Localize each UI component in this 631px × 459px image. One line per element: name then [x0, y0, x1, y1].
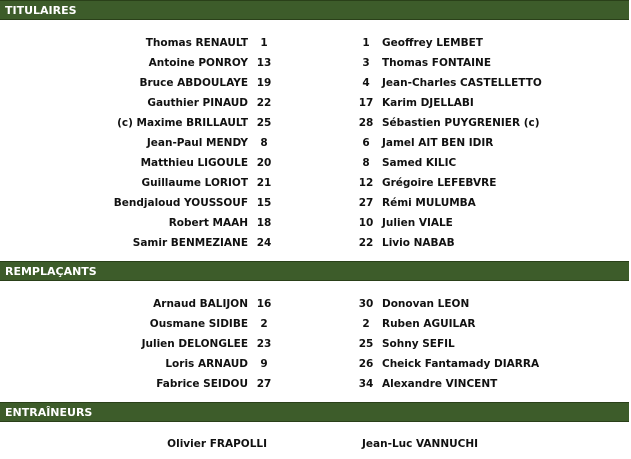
section-header-remplacants: REMPLAÇANTS — [0, 261, 629, 281]
away-player-number: 1 — [362, 37, 370, 49]
away-player-number: 30 — [358, 298, 374, 310]
home-player-name: Guillaume LORIOT — [141, 177, 248, 189]
away-player-name: Julien VIALE — [382, 217, 453, 229]
away-player-number: 12 — [358, 177, 374, 189]
home-player-number: 9 — [260, 358, 268, 370]
lineup-row — [0, 95, 631, 111]
away-player-number: 28 — [358, 117, 374, 129]
section-header-entraineurs: ENTRAÎNEURS — [0, 402, 629, 422]
home-player-number: 13 — [256, 57, 272, 69]
lineup-row — [0, 235, 631, 251]
away-player-name: Geoffrey LEMBET — [382, 37, 483, 49]
home-player-name: Antoine PONROY — [148, 57, 248, 69]
home-coach-name: Olivier FRAPOLLI — [167, 438, 267, 450]
away-player-number: 10 — [358, 217, 374, 229]
away-player-number: 22 — [358, 237, 374, 249]
away-player-number: 6 — [362, 137, 370, 149]
home-player-name: Ousmane SIDIBE — [149, 318, 248, 330]
home-player-name: Arnaud BALIJON — [153, 298, 248, 310]
away-player-name: Ruben AGUILAR — [382, 318, 476, 330]
away-player-number: 3 — [362, 57, 370, 69]
away-player-number: 4 — [362, 77, 370, 89]
home-player-number: 20 — [256, 157, 272, 169]
home-player-name: Bendjaloud YOUSSOUF — [113, 197, 248, 209]
away-player-number: 27 — [358, 197, 374, 209]
home-player-number: 22 — [256, 97, 272, 109]
away-coach-name: Jean-Luc VANNUCHI — [362, 438, 479, 450]
home-player-name: Matthieu LIGOULE — [140, 157, 248, 169]
away-player-name: Jean-Charles CASTELLETTO — [382, 77, 542, 89]
away-player-name: Cheick Fantamady DIARRA — [382, 358, 540, 370]
away-player-number: 8 — [362, 157, 370, 169]
home-player-name: Jean-Paul MENDY — [146, 137, 248, 149]
home-player-name: Loris ARNAUD — [165, 358, 248, 370]
home-player-number: 1 — [260, 37, 268, 49]
home-player-number: 25 — [256, 117, 272, 129]
home-player-number: 21 — [256, 177, 272, 189]
section-header-titulaires: TITULAIRES — [0, 0, 629, 20]
home-player-number: 16 — [256, 298, 272, 310]
away-player-name: Samed KILIC — [382, 157, 457, 169]
away-player-name: Donovan LEON — [382, 298, 470, 310]
away-player-number: 34 — [358, 378, 374, 390]
home-player-number: 23 — [256, 338, 272, 350]
away-player-number: 26 — [358, 358, 374, 370]
home-player-name: Julien DELONGLEE — [141, 338, 248, 350]
home-player-name: (c) Maxime BRILLAULT — [117, 117, 248, 129]
home-player-number: 2 — [260, 318, 268, 330]
lineup-row — [0, 336, 631, 352]
away-player-name: Sébastien PUYGRENIER (c) — [382, 117, 540, 129]
lineup-row — [0, 75, 631, 91]
home-player-number: 19 — [256, 77, 272, 89]
home-player-name: Thomas RENAULT — [145, 37, 248, 49]
home-player-number: 27 — [256, 378, 272, 390]
away-player-name: Grégoire LEFEBVRE — [382, 177, 497, 189]
home-player-number: 18 — [256, 217, 272, 229]
lineup-row — [0, 35, 631, 51]
away-player-number: 2 — [362, 318, 370, 330]
lineup-row — [0, 175, 631, 191]
away-player-number: 17 — [358, 97, 374, 109]
home-player-name: Gauthier PINAUD — [147, 97, 248, 109]
away-player-name: Livio NABAB — [382, 237, 455, 249]
home-player-name: Bruce ABDOULAYE — [139, 77, 248, 89]
away-player-number: 25 — [358, 338, 374, 350]
home-player-name: Samir BENMEZIANE — [132, 237, 248, 249]
away-player-name: Alexandre VINCENT — [382, 378, 498, 390]
home-player-name: Robert MAAH — [168, 217, 248, 229]
lineup-row — [0, 215, 631, 231]
lineup-row — [0, 115, 631, 131]
coaches-row — [0, 436, 631, 452]
lineup-row — [0, 376, 631, 392]
away-player-name: Sohny SEFIL — [382, 338, 455, 350]
lineup-row — [0, 195, 631, 211]
lineup-row — [0, 356, 631, 372]
away-player-name: Rémi MULUMBA — [382, 197, 476, 209]
home-player-number: 15 — [256, 197, 272, 209]
away-player-name: Jamel AIT BEN IDIR — [382, 137, 494, 149]
away-player-name: Karim DJELLABI — [382, 97, 474, 109]
home-player-number: 8 — [260, 137, 268, 149]
lineup-row — [0, 55, 631, 71]
lineup-row — [0, 316, 631, 332]
lineup-row — [0, 135, 631, 151]
lineup-row — [0, 296, 631, 312]
away-player-name: Thomas FONTAINE — [382, 57, 492, 69]
home-player-number: 24 — [256, 237, 272, 249]
home-player-name: Fabrice SEIDOU — [156, 378, 248, 390]
lineup-row — [0, 155, 631, 171]
